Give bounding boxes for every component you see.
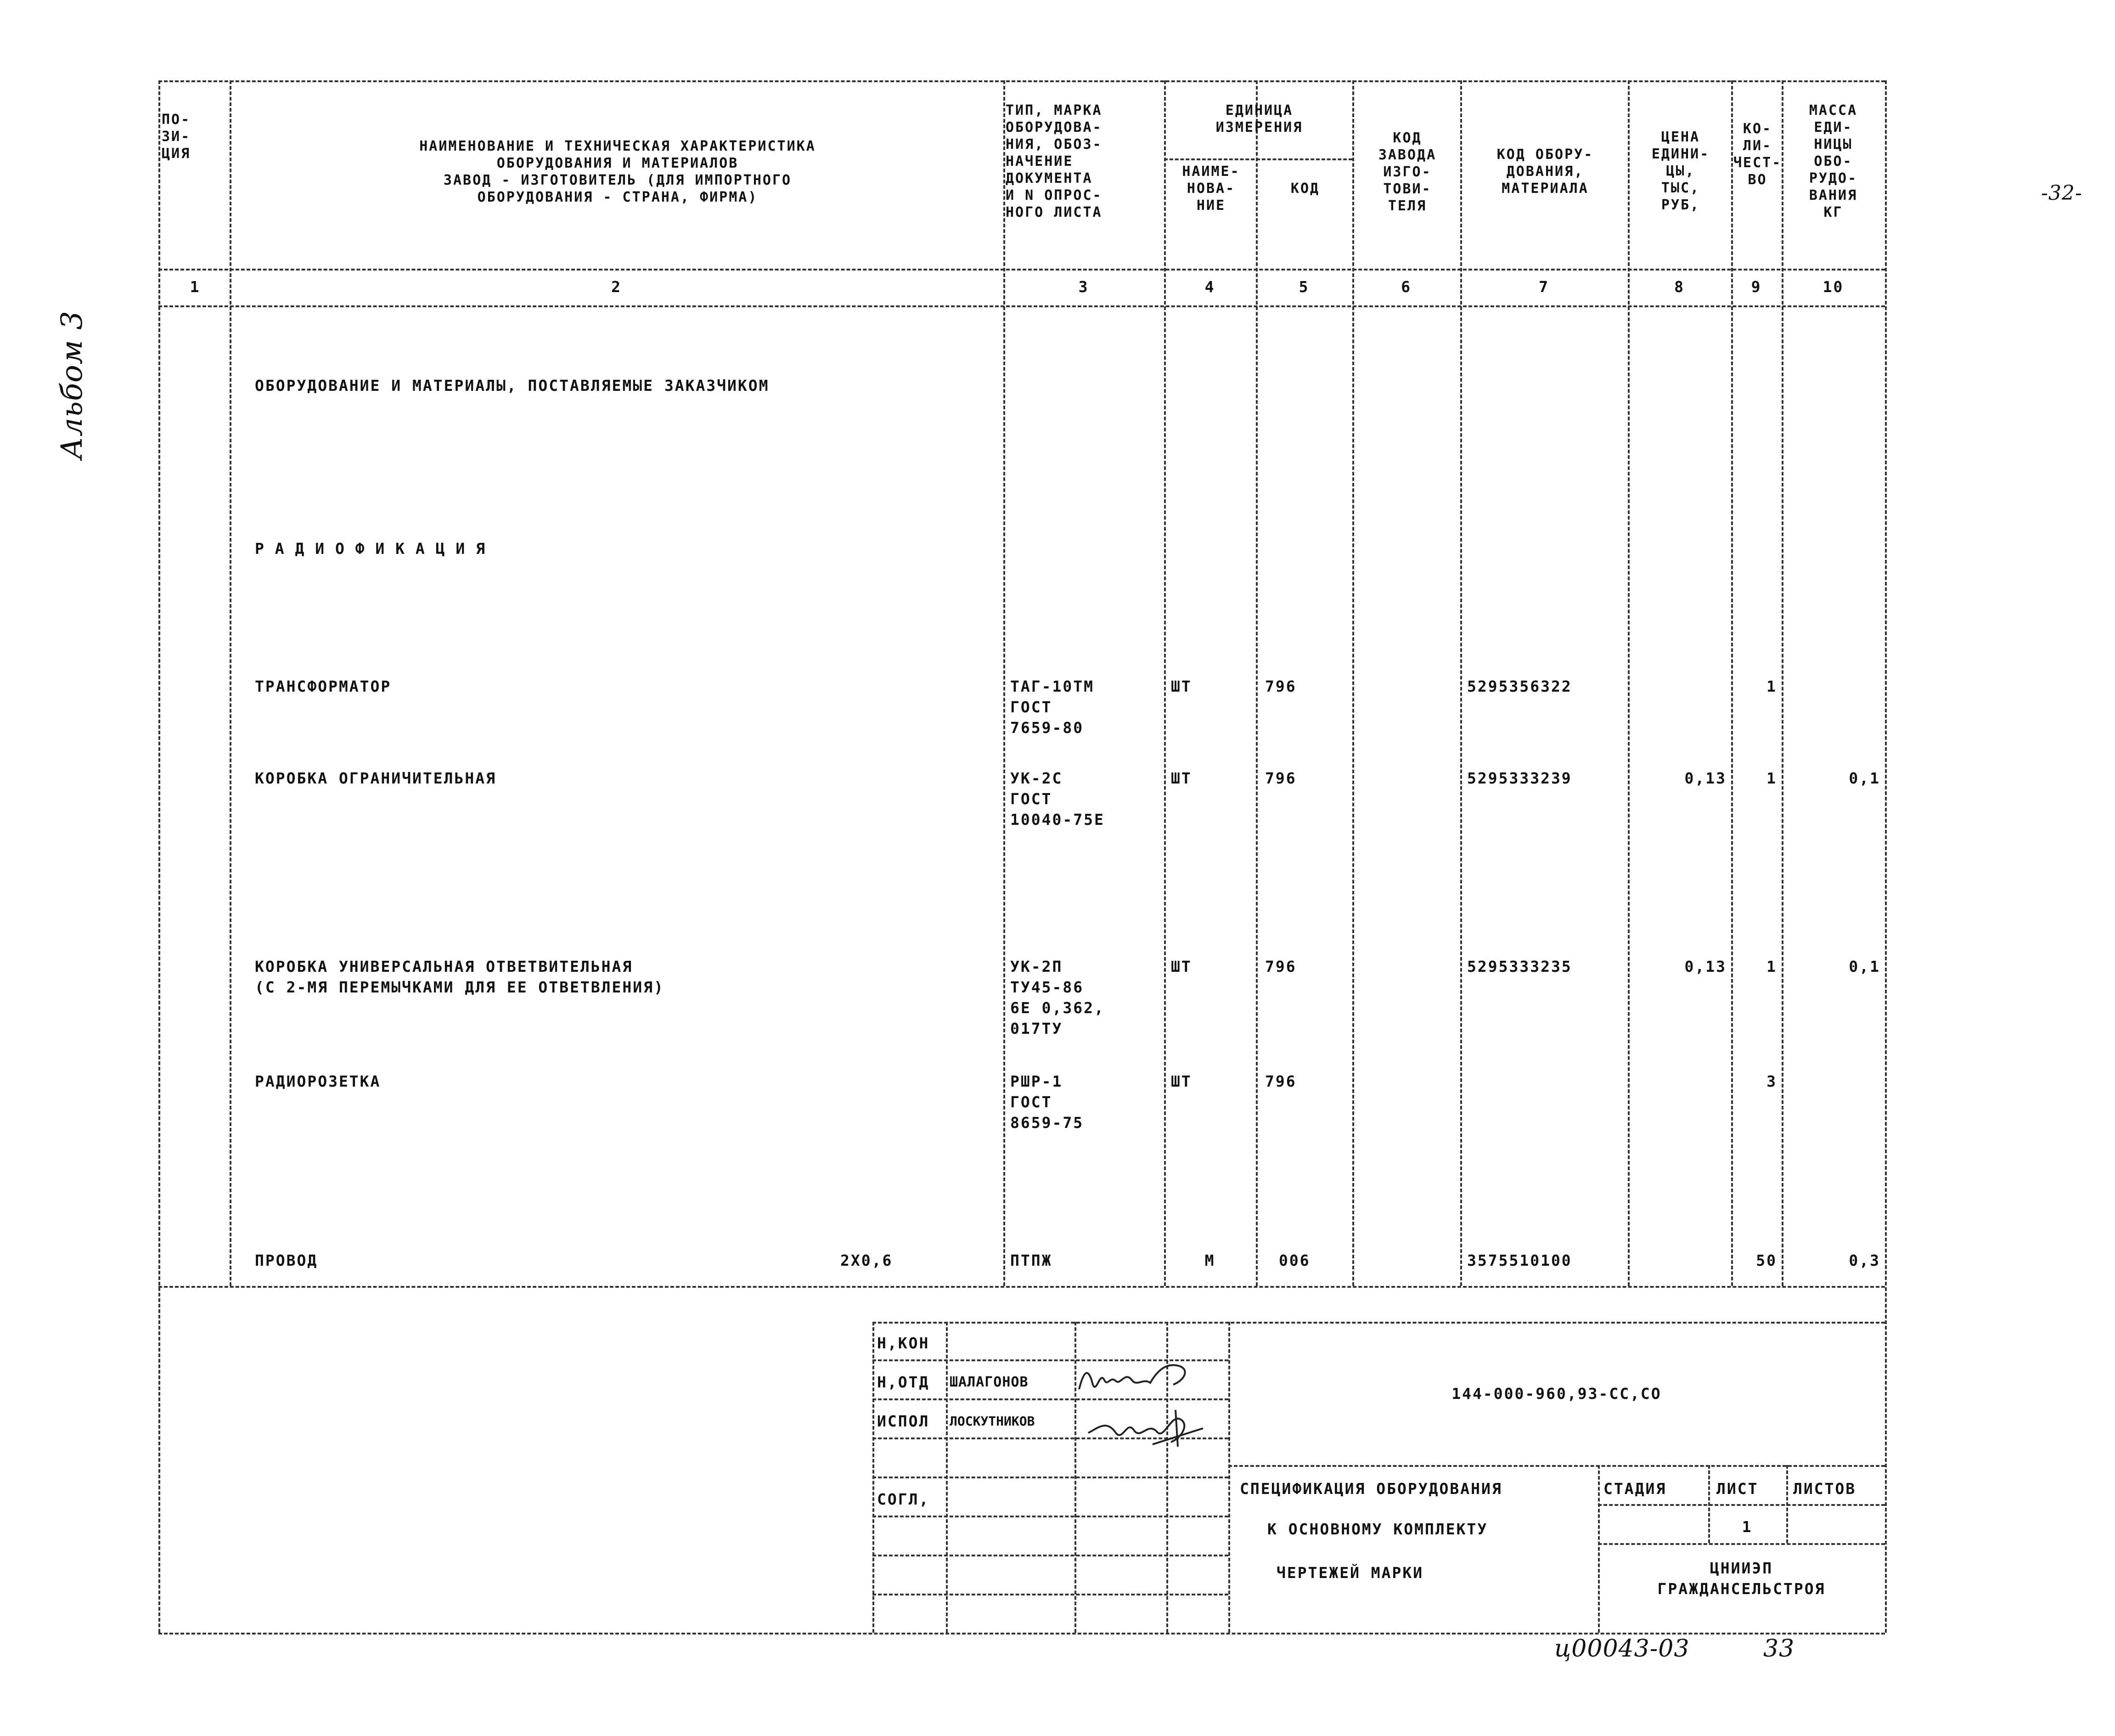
organization-name: ЦНИИЭП — [1710, 1559, 1773, 1577]
item-unit-code: 796 — [1265, 958, 1297, 975]
item-unit: ШТ — [1171, 958, 1192, 975]
archive-number: 33 — [1763, 1635, 1795, 1663]
stamp-role: ИСПОЛ — [877, 1412, 930, 1430]
item-type: 10040-75Е — [1010, 811, 1105, 829]
item-name: КОРОБКА УНИВЕРСАЛЬНАЯ ОТВЕТВИТЕЛЬНАЯ — [255, 958, 633, 975]
col-number: 1 — [190, 278, 201, 296]
item-type: УК-2С — [1010, 769, 1063, 787]
item-type: 7659-80 — [1010, 719, 1084, 737]
item-unit: ШТ — [1171, 769, 1192, 787]
item-unit-code: 006 — [1279, 1251, 1311, 1269]
col-number: 10 — [1822, 278, 1844, 296]
item-type: РШР-1 — [1010, 1072, 1063, 1090]
item-equipment-code: 5295333235 — [1467, 958, 1572, 975]
item-type: УК-2П — [1010, 958, 1063, 975]
col-number: 3 — [1078, 278, 1089, 296]
item-unit-code: 796 — [1265, 769, 1297, 787]
item-price: 0,13 — [1684, 769, 1727, 787]
header-unit-group: ЕДИНИЦА ИЗМЕРЕНИЯ — [1215, 102, 1303, 135]
header-price: ЦЕНА ЕДИНИ- ЦЫ, ТЫС, РУБ, — [1651, 129, 1710, 213]
item-name: ПРОВОД — [255, 1251, 318, 1269]
stamp-role: Н,КОН — [877, 1334, 930, 1352]
item-quantity: 50 — [1756, 1251, 1777, 1269]
item-type: ГОСТ — [1010, 698, 1052, 716]
header-unit-code: КОД — [1290, 180, 1320, 197]
document-code: 144-000-960,93-СС,СО — [1451, 1385, 1662, 1403]
item-spec: 2Х0,6 — [840, 1251, 893, 1269]
item-mass: 0,1 — [1849, 769, 1880, 787]
section-title: ОБОРУДОВАНИЕ И МАТЕРИАЛЫ, ПОСТАВЛЯЕМЫЕ ЗАКАЗЧИКОМ — [255, 377, 770, 395]
col-number: 6 — [1401, 278, 1412, 296]
item-type: ТАГ-10ТМ — [1010, 677, 1094, 695]
col-number: 9 — [1751, 278, 1762, 296]
item-quantity: 1 — [1766, 677, 1777, 695]
signature-loskutnikov — [1084, 1401, 1217, 1451]
item-equipment-code: 3575510100 — [1467, 1251, 1572, 1269]
item-quantity: 3 — [1766, 1072, 1777, 1090]
item-unit: ШТ — [1171, 677, 1192, 695]
sheets-label: ЛИСТОВ — [1793, 1480, 1856, 1498]
col-number: 7 — [1539, 278, 1549, 296]
col-number: 8 — [1674, 278, 1685, 296]
header-position: ПО- ЗИ- ЦИЯ — [162, 112, 191, 162]
sheet-label: ЛИСТ — [1716, 1480, 1759, 1498]
item-type: ГОСТ — [1010, 790, 1052, 808]
stage-label: СТАДИЯ — [1603, 1480, 1667, 1498]
item-unit-code: 796 — [1265, 677, 1297, 695]
item-unit: М — [1204, 1251, 1215, 1269]
item-price: 0,13 — [1684, 958, 1727, 975]
document-title: К ОСНОВНОМУ КОМПЛЕКТУ — [1267, 1520, 1488, 1538]
sheet-number: 1 — [1742, 1518, 1753, 1536]
item-name: ТРАНСФОРМАТОР — [255, 677, 392, 695]
album-label: Альбом 3 — [55, 310, 89, 459]
item-type: 017ТУ — [1010, 1020, 1063, 1037]
header-quantity: КО- ЛИ- ЧЕСТ- ВО — [1733, 121, 1782, 188]
item-mass: 0,1 — [1849, 958, 1880, 975]
item-type: ГОСТ — [1010, 1093, 1052, 1111]
stamp-name: ЛОСКУТНИКОВ — [950, 1414, 1035, 1429]
item-equipment-code: 5295356322 — [1467, 677, 1572, 695]
header-mass: МАССА ЕДИ- НИЦЫ ОБО- РУДО- ВАНИЯ КГ — [1809, 102, 1858, 220]
item-name: КОРОБКА ОГРАНИЧИТЕЛЬНАЯ — [255, 769, 496, 787]
item-name: РАДИОРОЗЕТКА — [255, 1072, 381, 1090]
item-equipment-code: 5295333239 — [1467, 769, 1572, 787]
item-type: ПТПЖ — [1010, 1251, 1052, 1269]
archive-code: ц00043-03 — [1554, 1635, 1690, 1663]
organization-name: ГРАЖДАНСЕЛЬСТРОЯ — [1657, 1580, 1826, 1598]
page-number: -32- — [2041, 181, 2082, 205]
item-unit: ШТ — [1171, 1072, 1192, 1090]
document-title: ЧЕРТЕЖЕЙ МАРКИ — [1277, 1564, 1424, 1582]
header-type: ТИП, МАРКА ОБОРУДОВА- НИЯ, ОБОЗ- НАЧЕНИЕ ДОКУМЕНТА И N ОПРОС- НОГО ЛИСТА — [1006, 102, 1102, 220]
item-name: (С 2-МЯ ПЕРЕМЫЧКАМИ ДЛЯ ЕЕ ОТВЕТВЛЕНИЯ) — [255, 978, 664, 996]
col-number: 4 — [1204, 278, 1215, 296]
col-number: 2 — [611, 278, 622, 296]
stamp-role: Н,ОТД — [877, 1373, 930, 1391]
item-quantity: 1 — [1766, 958, 1777, 975]
header-factory-code: КОД ЗАВОДА ИЗГО- ТОВИ- ТЕЛЯ — [1378, 130, 1437, 214]
signature-shalagonov — [1074, 1353, 1203, 1398]
header-name: НАИМЕНОВАНИЕ И ТЕХНИЧЕСКАЯ ХАРАКТЕРИСТИКА ОБОРУДОВАНИЯ И МАТЕРИАЛОВ ЗАВОД - ИЗГОТОВИТЕЛЬ (ДЛЯ ИМПОРТНОГО ОБОРУДОВАНИЯ - СТРАНА, ФИРМА) — [419, 138, 816, 205]
document-title: СПЕЦИФИКАЦИЯ ОБОРУДОВАНИЯ — [1240, 1480, 1502, 1498]
stamp-name: ШАЛАГОНОВ — [950, 1374, 1029, 1390]
item-unit-code: 796 — [1265, 1072, 1297, 1090]
item-type: 6Е 0,362, — [1010, 999, 1105, 1017]
subsection-title: Р А Д И О Ф И К А Ц И Я — [255, 540, 486, 558]
item-quantity: 1 — [1766, 769, 1777, 787]
stamp-role: СОГЛ, — [877, 1490, 930, 1508]
header-equipment-code: КОД ОБОРУ- ДОВАНИЯ, МАТЕРИАЛА — [1496, 147, 1594, 197]
item-type: 8659-75 — [1010, 1114, 1084, 1132]
item-type: ТУ45-86 — [1010, 978, 1084, 996]
header-unit-name: НАИМЕ- НОВА- НИЕ — [1182, 163, 1240, 214]
item-mass: 0,3 — [1849, 1251, 1880, 1269]
col-number: 5 — [1299, 278, 1310, 296]
